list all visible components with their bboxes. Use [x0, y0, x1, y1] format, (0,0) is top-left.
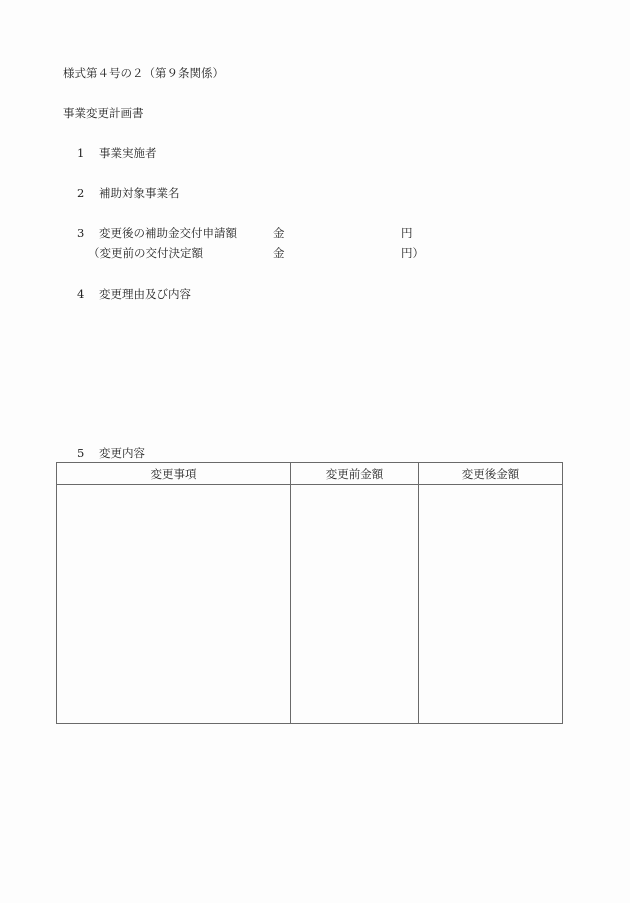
- previous-amount-prefix: 金: [273, 246, 285, 260]
- previous-amount-label: （変更前の交付決定額: [88, 246, 203, 260]
- header-amount-before: 変更前金額: [291, 463, 419, 485]
- cell-amount-before: [291, 485, 419, 724]
- item-label: 変更理由及び内容: [99, 287, 191, 301]
- item-number: 3: [77, 226, 85, 240]
- item-3: [77, 226, 237, 240]
- table-header-row: [57, 463, 563, 485]
- cell-change-item: [57, 485, 291, 724]
- item-label: 事業実施者: [99, 146, 157, 160]
- header-amount-after: 変更後金額: [419, 463, 563, 485]
- table-row: [57, 485, 563, 724]
- cell-amount-after: [419, 485, 563, 724]
- item-1: [77, 146, 157, 160]
- item-label: 変更後の補助金交付申請額: [99, 226, 237, 240]
- previous-amount-suffix: 円）: [401, 246, 424, 260]
- document-title: 事業変更計画書: [63, 106, 144, 120]
- item-2: [77, 186, 180, 200]
- header-change-item: 変更事項: [57, 463, 291, 485]
- item-label: 変更内容: [99, 446, 145, 460]
- item-5: [77, 446, 145, 460]
- amount-prefix: 金: [273, 226, 285, 240]
- item-number: 5: [77, 446, 85, 460]
- item-4: [77, 287, 191, 301]
- item-number: 1: [77, 146, 85, 160]
- change-table: [56, 462, 563, 724]
- item-label: 補助対象事業名: [99, 186, 180, 200]
- item-number: 4: [77, 287, 85, 301]
- item-number: 2: [77, 186, 85, 200]
- amount-suffix: 円: [401, 226, 413, 240]
- form-number: 様式第４号の２（第９条関係）: [63, 66, 224, 80]
